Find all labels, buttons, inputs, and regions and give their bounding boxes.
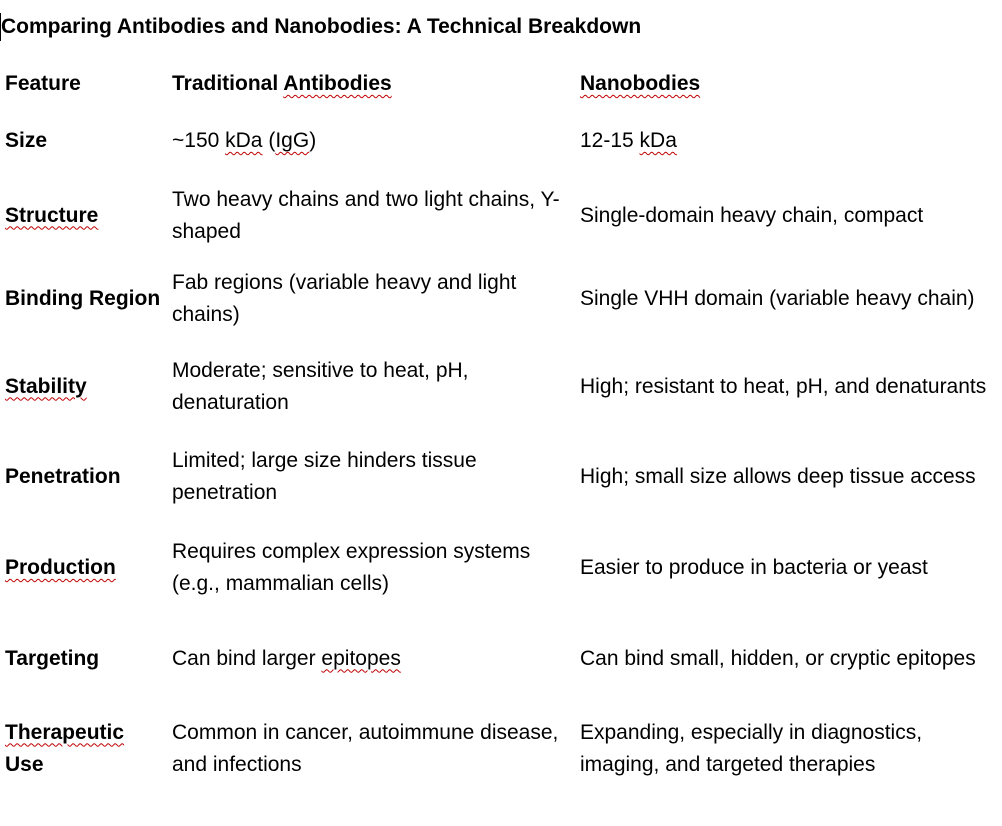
document-title[interactable]: Comparing Antibodies and Nanobodies: A Technical Breakdown (1, 15, 642, 38)
text-run: Stability (5, 374, 87, 398)
header-nanobodies-word: Nanobodies (580, 72, 701, 95)
text-run: ~150 (172, 129, 226, 152)
nanobody-cell[interactable] (575, 110, 996, 172)
feature-cell[interactable]: Binding Region (5, 287, 161, 310)
table-header-row (0, 58, 996, 110)
table-row (0, 172, 996, 259)
text-run: Production (5, 556, 116, 579)
table-row (0, 339, 996, 434)
antibody-cell[interactable]: Limited; large size hinders tissue penetration (172, 449, 477, 504)
text-run: kDa (639, 129, 677, 152)
text-run: Structure (5, 203, 99, 227)
antibody-cell[interactable] (167, 616, 575, 701)
antibody-cell[interactable]: Fab regions (variable heavy and light chains) (172, 271, 517, 326)
table-row (0, 434, 996, 520)
nanobody-cell[interactable]: Expanding, especially in diagnostics, imaging, and targeted therapies (580, 720, 923, 776)
table-row (0, 616, 996, 701)
nanobody-cell[interactable]: Can bind small, hidden, or cryptic epitopes (580, 646, 976, 670)
text-run: Can bind larger (172, 646, 322, 670)
nanobody-cell[interactable]: High; small size allows deep tissue access (580, 465, 976, 488)
text-run: kDa (225, 129, 263, 152)
text-run: 12-15 (580, 129, 640, 152)
antibody-cell[interactable]: Two heavy chains and two light chains, Y-shaped (172, 187, 560, 243)
header-antibodies-prefix: Traditional (172, 72, 284, 95)
feature-cell[interactable] (0, 339, 167, 434)
header-nanobodies[interactable] (575, 58, 996, 110)
feature-cell[interactable] (0, 520, 167, 616)
text-run: IgG (275, 129, 310, 152)
antibody-cell[interactable]: Moderate; sensitive to heat, pH, denaturation (172, 358, 469, 414)
comparison-table (0, 58, 996, 796)
feature-cell[interactable]: Size (5, 129, 48, 152)
table-row (0, 701, 996, 796)
antibody-cell[interactable] (167, 110, 575, 172)
table-row (0, 110, 996, 172)
feature-cell[interactable]: Penetration (5, 465, 121, 488)
antibody-cell[interactable]: Requires complex expression systems (e.g., mammalian cells) (172, 540, 531, 595)
text-run: Use (5, 752, 44, 776)
table-row (0, 520, 996, 616)
feature-cell[interactable] (0, 701, 167, 796)
header-antibodies-word: Antibodies (283, 72, 392, 95)
text-run: epitopes (321, 646, 401, 670)
antibody-cell[interactable]: Common in cancer, autoimmune disease, and infections (172, 720, 559, 776)
text-run: ) (309, 129, 317, 152)
nanobody-cell[interactable]: Single VHH domain (variable heavy chain) (580, 287, 975, 310)
table-row (0, 259, 996, 339)
feature-cell[interactable] (0, 172, 167, 259)
nanobody-cell[interactable]: Single-domain heavy chain, compact (580, 203, 924, 227)
nanobody-cell[interactable]: Easier to produce in bacteria or yeast (580, 556, 928, 579)
feature-cell[interactable]: Targeting (5, 646, 100, 670)
text-run: Therapeutic (5, 720, 125, 744)
header-antibodies[interactable] (167, 58, 575, 110)
text-run: ( (262, 129, 276, 152)
nanobody-cell[interactable]: High; resistant to heat, pH, and denaturants (580, 374, 987, 398)
header-feature[interactable]: Feature (5, 72, 81, 95)
